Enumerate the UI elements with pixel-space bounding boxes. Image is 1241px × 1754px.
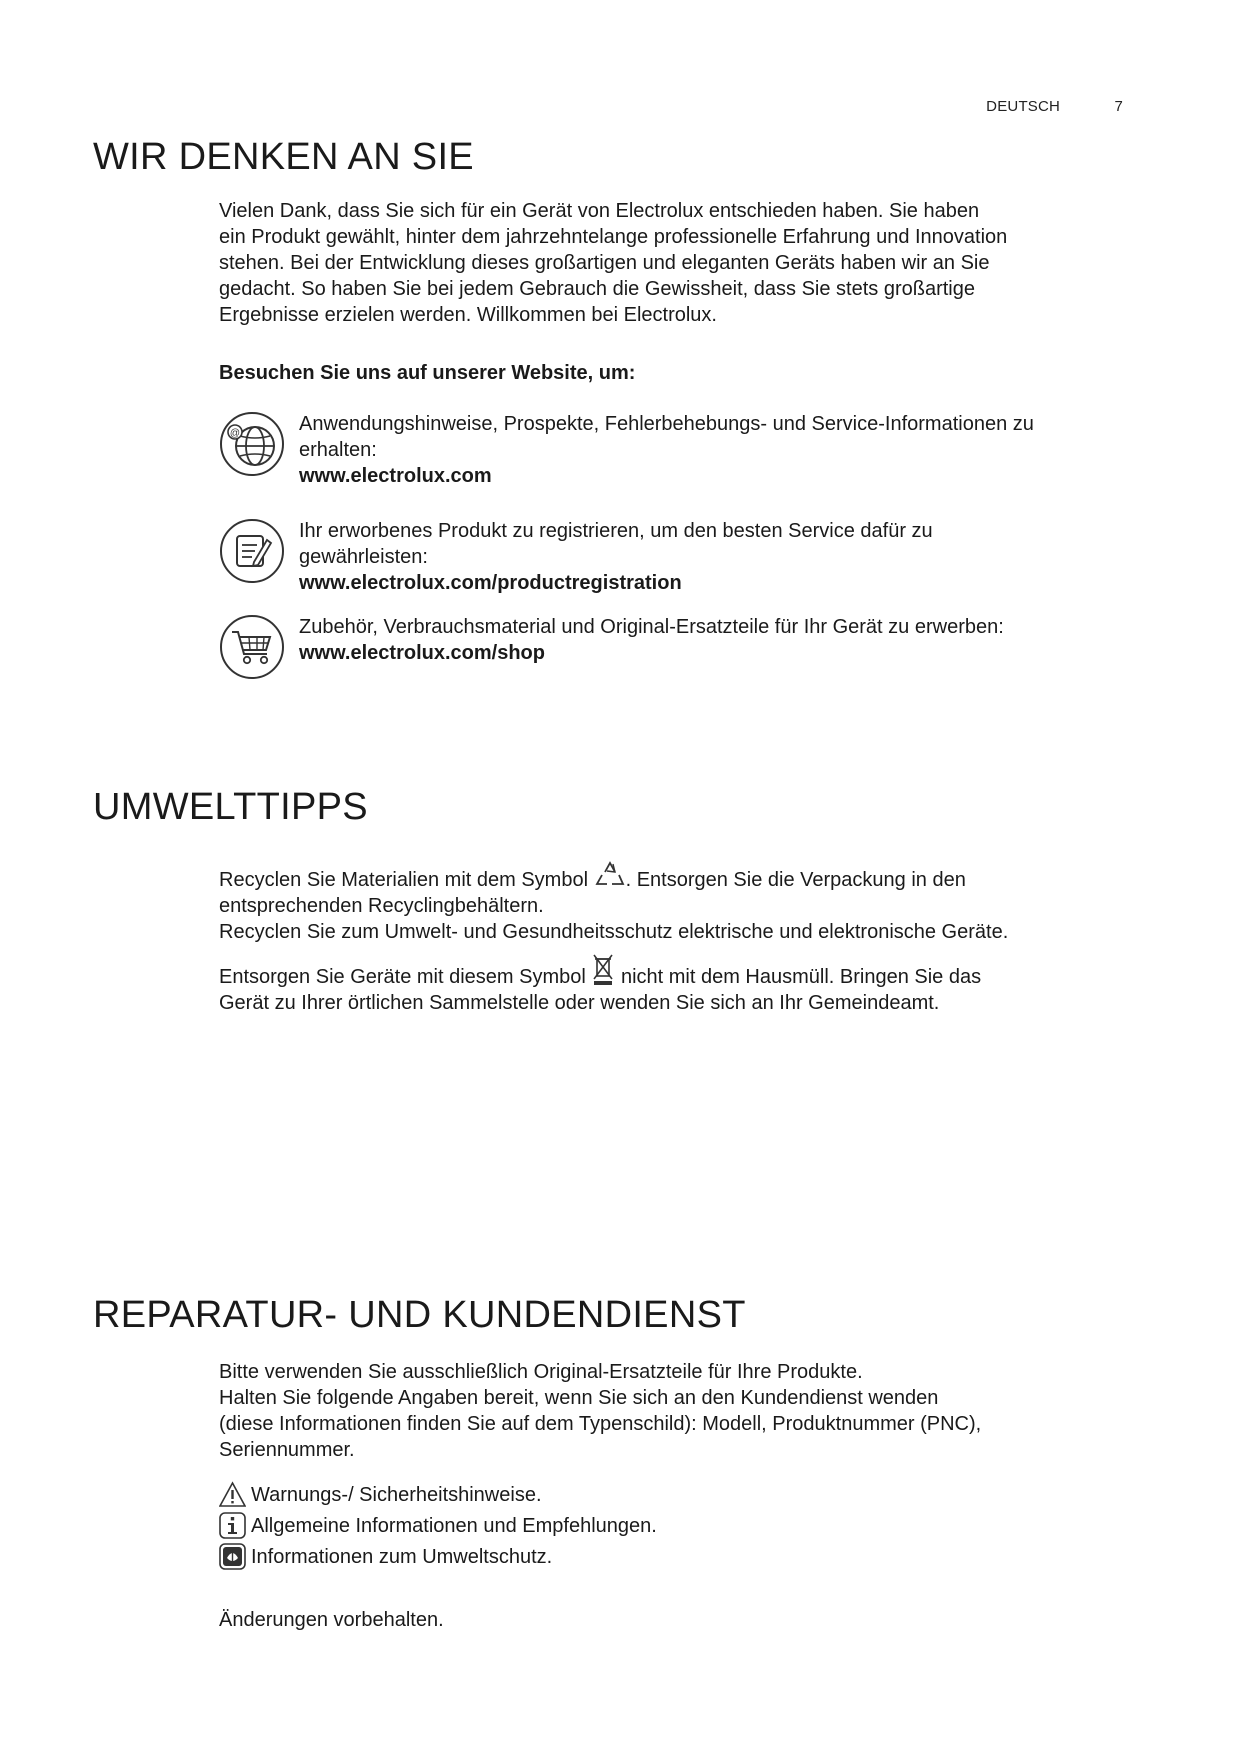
warning-icon [219, 1481, 246, 1508]
service-paragraph [219, 1359, 1129, 1463]
page-header [986, 98, 1123, 115]
info-text-line: gewährleisten: [299, 546, 428, 568]
info-icon [219, 1512, 246, 1539]
environment-icon [219, 1543, 246, 1570]
legend-label: Allgemeine Informationen und Empfehlungen. [251, 1514, 657, 1537]
intro-line: Ergebnisse erzielen werden. Willkommen bei Electrolux. [219, 304, 717, 326]
section-title-reparatur: REPARATUR- UND KUNDENDIENST [93, 1294, 746, 1336]
section-title-umwelttipps: UMWELTTIPPS [93, 786, 368, 828]
section-title-wir-denken: WIR DENKEN AN SIE [93, 136, 474, 178]
dispose-text-after: nicht mit dem Hausmüll. Bringen Sie das [615, 966, 982, 988]
globe-icon [219, 411, 285, 477]
service-line: Bitte verwenden Sie ausschließlich Original-Ersatzteile für Ihre Produkte. [219, 1361, 863, 1383]
intro-line: gedacht. So haben Sie bei jedem Gebrauch die Gewissheit, dass Sie stets großartige [219, 278, 975, 300]
recycle-text-before: Recyclen Sie Materialien mit dem Symbol [219, 869, 589, 891]
legend-item-environment [219, 1541, 1129, 1572]
dispose-line [219, 953, 1129, 990]
info-item-shop [219, 614, 1139, 680]
info-text-line: Ihr erworbenes Produkt zu registrieren, um den besten Service dafür zu [299, 520, 933, 542]
dispose-text-before: Entsorgen Sie Geräte mit diesem Symbol [219, 966, 586, 988]
shop-link[interactable]: www.electrolux.com/shop [299, 642, 545, 664]
language-label: DEUTSCH [986, 98, 1061, 115]
info-item-website [219, 411, 1139, 489]
svg-text:@: @ [229, 428, 241, 439]
legend-item-warning [219, 1479, 1129, 1510]
intro-line: Vielen Dank, dass Sie sich für ein Gerät von Electrolux entschieden haben. Sie haben [219, 200, 980, 222]
footer-note: Änderungen vorbehalten. [219, 1609, 444, 1631]
recycle-line-3: Recyclen Sie zum Umwelt- und Gesundheitsschutz elektrische und elektronische Geräte. [219, 921, 1009, 943]
recycle-line [219, 860, 1129, 893]
website-link[interactable]: www.electrolux.com [299, 465, 492, 487]
symbol-legend [219, 1479, 1129, 1572]
intro-paragraph [219, 198, 1129, 328]
registration-link[interactable]: www.electrolux.com/productregistration [299, 572, 682, 594]
environment-paragraph [219, 860, 1129, 1016]
service-line: (diese Informationen finden Sie auf dem Typenschild): Modell, Produktnummer (PNC), [219, 1413, 982, 1435]
recycle-line-2: entsprechenden Recyclingbehältern. [219, 895, 544, 917]
info-item-registration [219, 518, 1139, 596]
info-text-line: Anwendungshinweise, Prospekte, Fehlerbehebungs- und Service-Informationen zu [299, 413, 1034, 435]
registration-icon [219, 518, 285, 584]
intro-line: ein Produkt gewählt, hinter dem jahrzehntelange professionelle Erfahrung und Innovation [219, 226, 1008, 248]
intro-line: stehen. Bei der Entwicklung dieses großartigen und eleganten Geräts haben wir an Sie [219, 252, 990, 274]
shopping-cart-icon [219, 614, 285, 680]
dispose-line-2: Gerät zu Ihrer örtlichen Sammelstelle oder wenden Sie sich an Ihr Gemeindeamt. [219, 992, 940, 1014]
recycling-icon [594, 860, 626, 890]
legend-label: Warnungs-/ Sicherheitshinweise. [251, 1483, 542, 1506]
legend-item-info [219, 1510, 1129, 1541]
info-text-line: Zubehör, Verbrauchsmaterial und Original-Ersatzteile für Ihr Gerät zu erwerben: [299, 616, 1004, 638]
visit-heading: Besuchen Sie uns auf unserer Website, um: [219, 362, 636, 384]
crossed-bin-icon [591, 953, 615, 987]
recycle-text-after: . Entsorgen Sie die Verpackung in den [625, 869, 966, 891]
legend-label: Informationen zum Umweltschutz. [251, 1545, 553, 1568]
service-line: Halten Sie folgende Angaben bereit, wenn Sie sich an den Kundendienst wenden [219, 1387, 939, 1409]
service-line: Seriennummer. [219, 1439, 355, 1461]
page-number: 7 [1114, 98, 1123, 115]
info-text-line: erhalten: [299, 439, 377, 461]
